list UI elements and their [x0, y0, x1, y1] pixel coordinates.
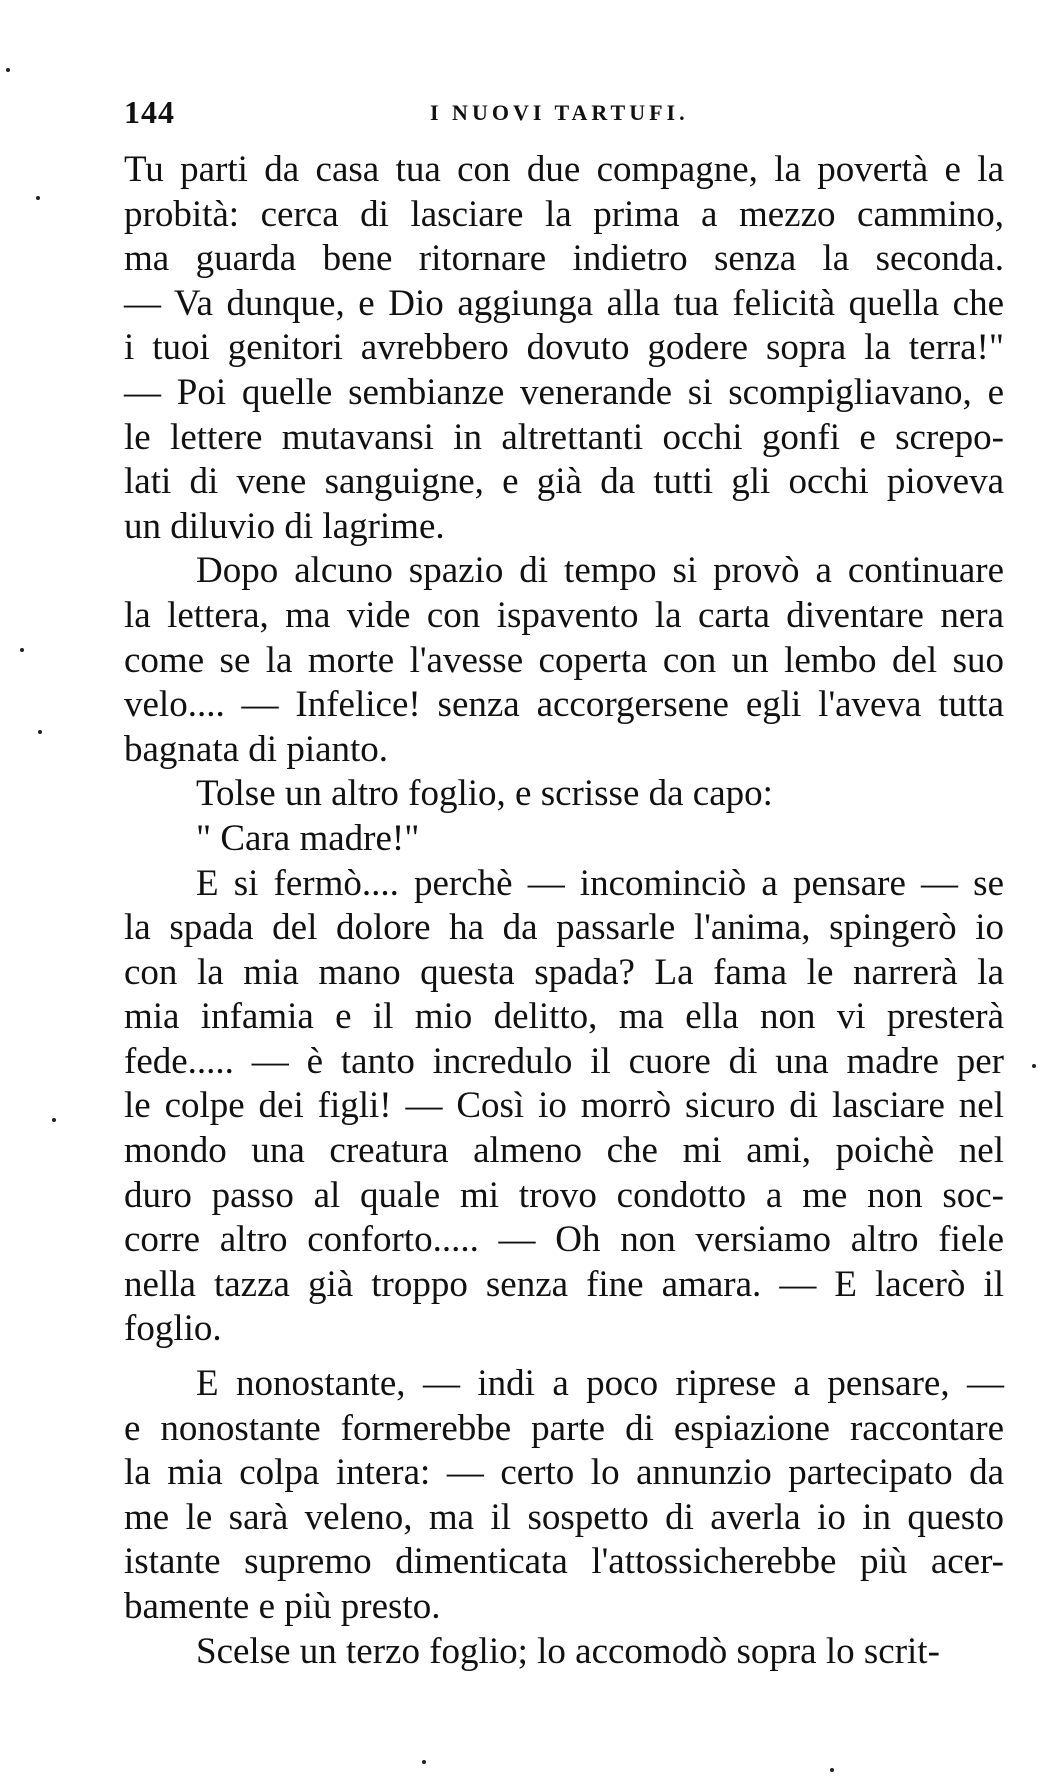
text-line: E nonostante, — indi a poco riprese a pensare, — — [196, 1363, 1004, 1405]
text-line: me le sarà veleno, ma il sospetto di averla io in questo — [124, 1496, 1004, 1538]
paragraph — [124, 1630, 1004, 1675]
text-line: le lettere mutavansi in altrettanti occhi gonfi e screpo- — [124, 416, 1004, 458]
text-line: E si fermò.... perchè — incominciò a pensare — se — [196, 862, 1004, 904]
scan-speck — [36, 196, 40, 200]
text-line: la mia colpa intera: — certo lo annunzio partecipato da — [124, 1452, 1004, 1494]
scan-speck — [6, 68, 10, 72]
text-line: duro passo al quale mi trovo condotto a me non soc- — [124, 1174, 1004, 1216]
text-line: Dopo alcuno spazio di tempo si provò a continuare — [196, 550, 1004, 592]
paragraph — [124, 549, 1004, 772]
text-line: Scelse un terzo foglio; lo accomodò sopra lo scrit- — [196, 1630, 940, 1672]
text-line: bamente e più presto. — [124, 1586, 441, 1627]
text-line: come se la morte l'avesse coperta con un lembo del suo — [124, 639, 1004, 681]
scan-speck — [830, 1768, 834, 1772]
page-header — [124, 92, 1004, 132]
text-line: istante supremo dimenticata l'attossicherebbe più acer- — [124, 1541, 1004, 1583]
text-line: ma guarda bene ritornare indietro senza la seconda. — [124, 238, 1004, 280]
page-number: 144 — [124, 94, 175, 130]
text-line: con la mia mano questa spada? La fama le narrerà la — [124, 951, 1004, 993]
text-line: fede..... — è tanto incredulo il cuore di una madre per — [124, 1040, 1004, 1082]
text-line: e nonostante formerebbe parte di espiazione raccontare — [124, 1407, 1004, 1449]
text-line: la lettera, ma vide con ispavento la carta diventare nera — [124, 594, 1004, 636]
text-line: i tuoi genitori avrebbero dovuto godere sopra la terra!" — [124, 327, 1004, 369]
scan-speck — [20, 648, 24, 652]
text-line: Tolse un altro foglio, e scrisse da capo: — [196, 773, 773, 815]
text-line: bagnata di pianto. — [124, 728, 389, 770]
paragraph — [124, 862, 1004, 1353]
text-line: mondo una creatura almeno che mi ami, poichè nel — [124, 1130, 1004, 1172]
paragraph — [124, 817, 1004, 862]
scan-speck — [422, 1760, 426, 1764]
text-line: corre altro conforto..... — Oh non versiamo altro fiele — [124, 1219, 1004, 1261]
scan-speck — [38, 730, 42, 734]
text-line: la spada del dolore ha da passarle l'anima, spingerò io — [124, 907, 1004, 949]
text-line: nella tazza già troppo senza fine amara. — E lacerò il — [124, 1263, 1004, 1305]
paragraph — [124, 1362, 1004, 1630]
text-line: Tu parti da casa tua con due compagne, la povertà e la — [124, 149, 1004, 190]
running-title: I NUOVI TARTUFI. — [430, 100, 689, 125]
text-line: mia infamia e il mio delitto, ma ella non vi presterà — [124, 996, 1004, 1038]
text-line: un diluvio di lagrime. — [124, 505, 445, 547]
body-text — [124, 148, 1004, 1674]
paragraph — [124, 772, 1004, 817]
text-line: foglio. — [124, 1308, 222, 1350]
text-line: le colpe dei figli! — Così io morrò sicuro di lasciare nel — [124, 1085, 1004, 1127]
text-line: — Va dunque, e Dio aggiunga alla tua felicità quella che — [124, 282, 1004, 324]
paragraph — [124, 148, 1004, 549]
text-line: velo.... — Infelice! senza accorgersene egli l'aveva tutta — [124, 684, 1004, 726]
text-line: lati di vene sanguigne, e già da tutti gli occhi pioveva — [124, 461, 1004, 503]
scan-speck — [1032, 1064, 1036, 1068]
scan-speck — [52, 1118, 56, 1122]
text-line: — Poi quelle sembianze venerande si scompigliavano, e — [124, 371, 1004, 413]
text-line: probità: cerca di lasciare la prima a mezzo cammino, — [124, 193, 1004, 235]
text-line: " Cara madre!" — [196, 817, 420, 859]
